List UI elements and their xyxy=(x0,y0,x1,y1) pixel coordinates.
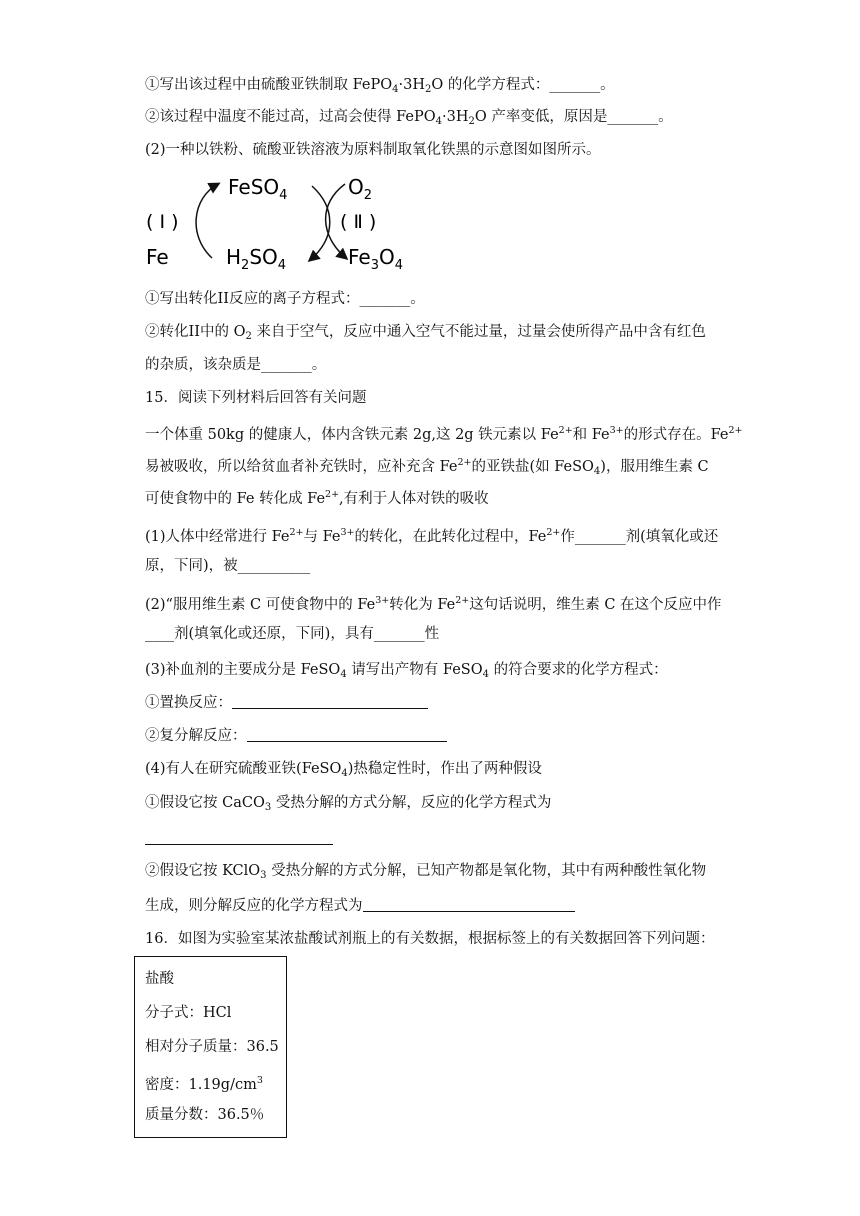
o2-label: $O_2$ xyxy=(348,175,373,203)
step-i-label: ( Ⅰ ) xyxy=(146,211,179,233)
answer-blank[interactable] xyxy=(247,727,447,742)
q15-subquestion-2: (2)“服用维生素 C 可使食物中的 $Fe^{3+}$转化为 $Fe^{2+}$这句话说明，维生素 C 在这个反应中作 xyxy=(145,595,722,613)
q15-material-line-3: 可使食物中的 Fe 转化成 $Fe^{2+}$,有利于人体对铁的吸收 xyxy=(145,489,489,507)
q15-subquestion-3: (3)补血剂的主要成分是 FeSO$_4$ 请写出产物有 FeSO$_4$ 的符合要求的化学方程式： xyxy=(145,662,668,680)
q15-hypothesis-2: ②假设它按 KClO$_3$ 受热分解的方式分解，已知产物都是氧化物，其中有两种酸性氧化物 xyxy=(145,863,707,881)
fe3o4-label: $Fe_3O_4$ xyxy=(348,245,404,273)
reaction-cycle-diagram xyxy=(140,170,420,276)
q14-part-2-subquestion-1: ①写出转化II反应的离子方程式：_______。 xyxy=(145,291,425,307)
label-name: 盐酸 xyxy=(145,971,174,987)
answer-blank[interactable] xyxy=(363,897,575,912)
q15-subquestion-1-cont: 原，下同)，被__________ xyxy=(145,558,311,574)
q15-subquestion-4: (4)有人在研究硫酸亚铁(FeSO$_4$)热稳定性时，作出了两种假设 xyxy=(145,761,542,779)
q14-part-2-subquestion-2-cont: 的杂质，该杂质是_______。 xyxy=(145,357,327,373)
q15-material-line-1: 一个体重 50kg 的健康人，体内含铁元素 2g,这 2g 铁元素以 $Fe^{2+}$和 $Fe^{3+}$的形式存在。$Fe^{2+}$ xyxy=(145,425,743,443)
arrow-step-i xyxy=(196,184,218,258)
q15-double-decomposition: ②复分解反应： xyxy=(145,726,447,746)
reagent-label-box xyxy=(134,956,287,1138)
q15-hypothesis-2-cont: 生成，则分解反应的化学方程式为 xyxy=(145,896,575,916)
fe-label: Fe xyxy=(146,245,169,269)
q14-subquestion-1: ①写出该过程中由硫酸亚铁制取 $FePO_4\cdot 3H_2O$ 的化学方程式：_______。 xyxy=(145,77,615,95)
q16-title: 16．如图为实验室某浓盐酸试剂瓶上的有关数据，根据标签上的有关数据回答下列问题： xyxy=(145,931,715,947)
label-mass-fraction: 质量分数：36.5％ xyxy=(145,1107,265,1123)
q15-title: 15．阅读下列材料后回答有关问题 xyxy=(145,390,367,406)
answer-blank[interactable] xyxy=(232,694,428,709)
step-ii-label: ( Ⅱ ) xyxy=(340,211,377,233)
q14-part-2-stem: (2)一种以铁粉、硫酸亚铁溶液为原料制取氧化铁黑的示意图如图所示。 xyxy=(145,142,601,158)
label-density: 密度：$1.19g/cm^3$ xyxy=(145,1075,263,1093)
label-molar-mass: 相对分子质量：36.5 xyxy=(145,1039,279,1055)
q15-material-line-2: 易被吸收，所以给贫血者补充铁时，应补充含 $Fe^{2+}$的亚铁盐(如 FeSO$_4$)，服用维生素 C xyxy=(145,457,709,477)
q15-subquestion-2-cont: ____剂(填氧化或还原，下同)，具有_______性 xyxy=(145,626,440,642)
q14-part-2-subquestion-2: ②转化II中的 $O_2$ 来自于空气，反应中通入空气不能过量，过量会使所得产品中含有红色 xyxy=(145,324,706,342)
q14-subquestion-2: ②该过程中温度不能过高，过高会使得 $FePO_4\cdot 3H_2O$ 产率变低，原因是_______。 xyxy=(145,109,673,127)
q15-substitution-reaction: ①置换反应： xyxy=(145,693,428,713)
arrow-step-ii-feso4 xyxy=(310,186,330,260)
label-formula: 分子式：HCl xyxy=(145,1005,232,1021)
feso4-label: FeSO$_4$ xyxy=(228,175,288,203)
answer-blank[interactable] xyxy=(145,830,333,845)
q15-subquestion-1: (1)人体中经常进行 $Fe^{2+}$与 $Fe^{3+}$的转化，在此转化过程中，$Fe^{2+}$作_______剂(填氧化或还 xyxy=(145,527,719,545)
h2so4-label: $H_2SO_4$ xyxy=(226,245,287,273)
q15-hypothesis-1: ①假设它按 CaCO$_3$ 受热分解的方式分解，反应的化学方程式为 xyxy=(145,795,552,813)
